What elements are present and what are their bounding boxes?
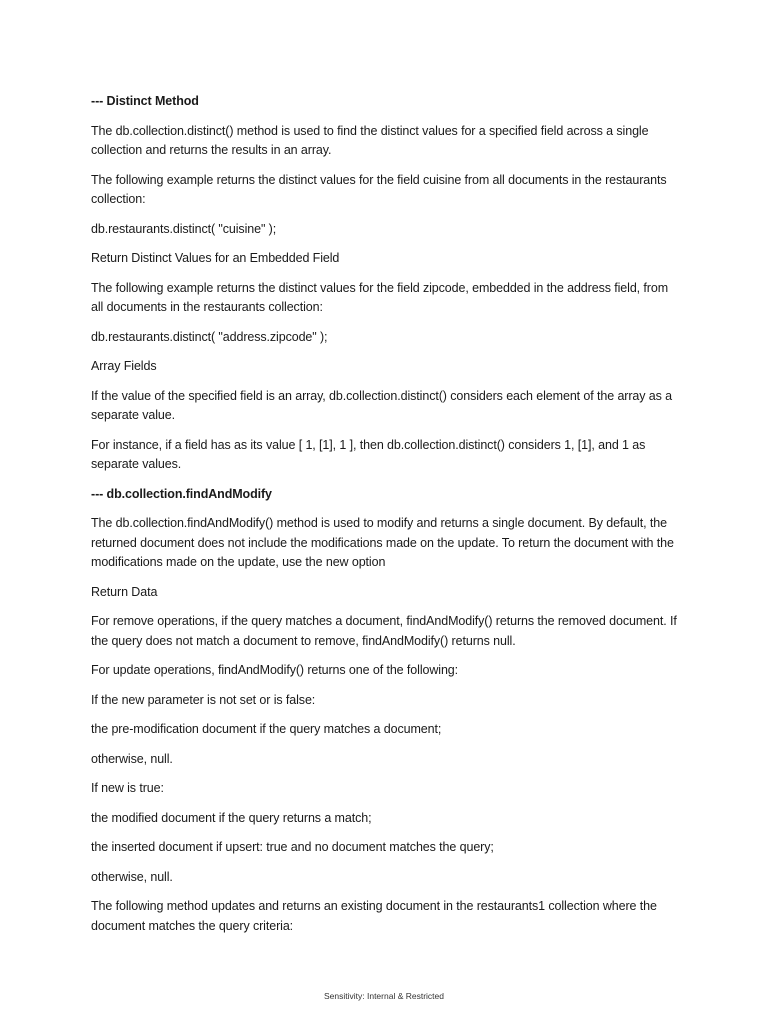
subheading: Return Data (91, 584, 158, 599)
document-body (91, 92, 681, 946)
paragraph: If the new parameter is not set or is false: (91, 692, 316, 707)
paragraph: otherwise, null. (91, 751, 173, 766)
paragraph: the modified document if the query returns a match; (91, 810, 372, 825)
paragraph: The db.collection.findAndModify() method is used to modify and returns a single document. By default, the returned document does not include the modifications made on the update. To return the document with the modifications made on the update, use the new option (91, 516, 674, 569)
paragraph: For remove operations, if the query matches a document, findAndModify() returns the removed document. If the query does not match a document to remove, findAndModify() returns null. (91, 614, 677, 648)
paragraph: For update operations, findAndModify() returns one of the following: (91, 663, 459, 677)
code-line: db.restaurants.distinct( "address.zipcode" ); (91, 329, 328, 344)
paragraph: The following method updates and returns an existing document in the restaurants1 collection where the document matches the query criteria: (91, 899, 657, 933)
code-line: db.restaurants.distinct( "cuisine" ); (91, 221, 277, 236)
subheading: Array Fields (91, 359, 157, 373)
paragraph: otherwise, null. (91, 869, 173, 884)
section-heading-findandmodify: --- db.collection.findAndModify (91, 486, 272, 501)
paragraph: For instance, if a field has as its value [ 1, [1], 1 ], then db.collection.distinct() considers 1, [1], and 1 as separate values. (91, 437, 646, 471)
paragraph: the pre-modification document if the query matches a document; (91, 722, 442, 736)
paragraph: the inserted document if upsert: true and no document matches the query; (91, 840, 494, 854)
paragraph: The following example returns the distinct values for the field cuisine from all documents in the restaurants collection: (91, 172, 667, 206)
paragraph: If the value of the specified field is an array, db.collection.distinct() considers each element of the array as a separate value. (91, 388, 673, 422)
subheading: Return Distinct Values for an Embedded Field (91, 251, 340, 265)
paragraph: The following example returns the distinct values for the field zipcode, embedded in the address field, from all documents in the restaurants collection: (91, 280, 669, 314)
sensitivity-footer: Sensitivity: Internal & Restricted (324, 991, 444, 1001)
section-heading-distinct: --- Distinct Method (91, 94, 199, 108)
paragraph: The db.collection.distinct() method is used to find the distinct values for a specified field across a single collection and returns the results in an array. (91, 123, 649, 157)
paragraph: If new is true: (91, 781, 164, 795)
